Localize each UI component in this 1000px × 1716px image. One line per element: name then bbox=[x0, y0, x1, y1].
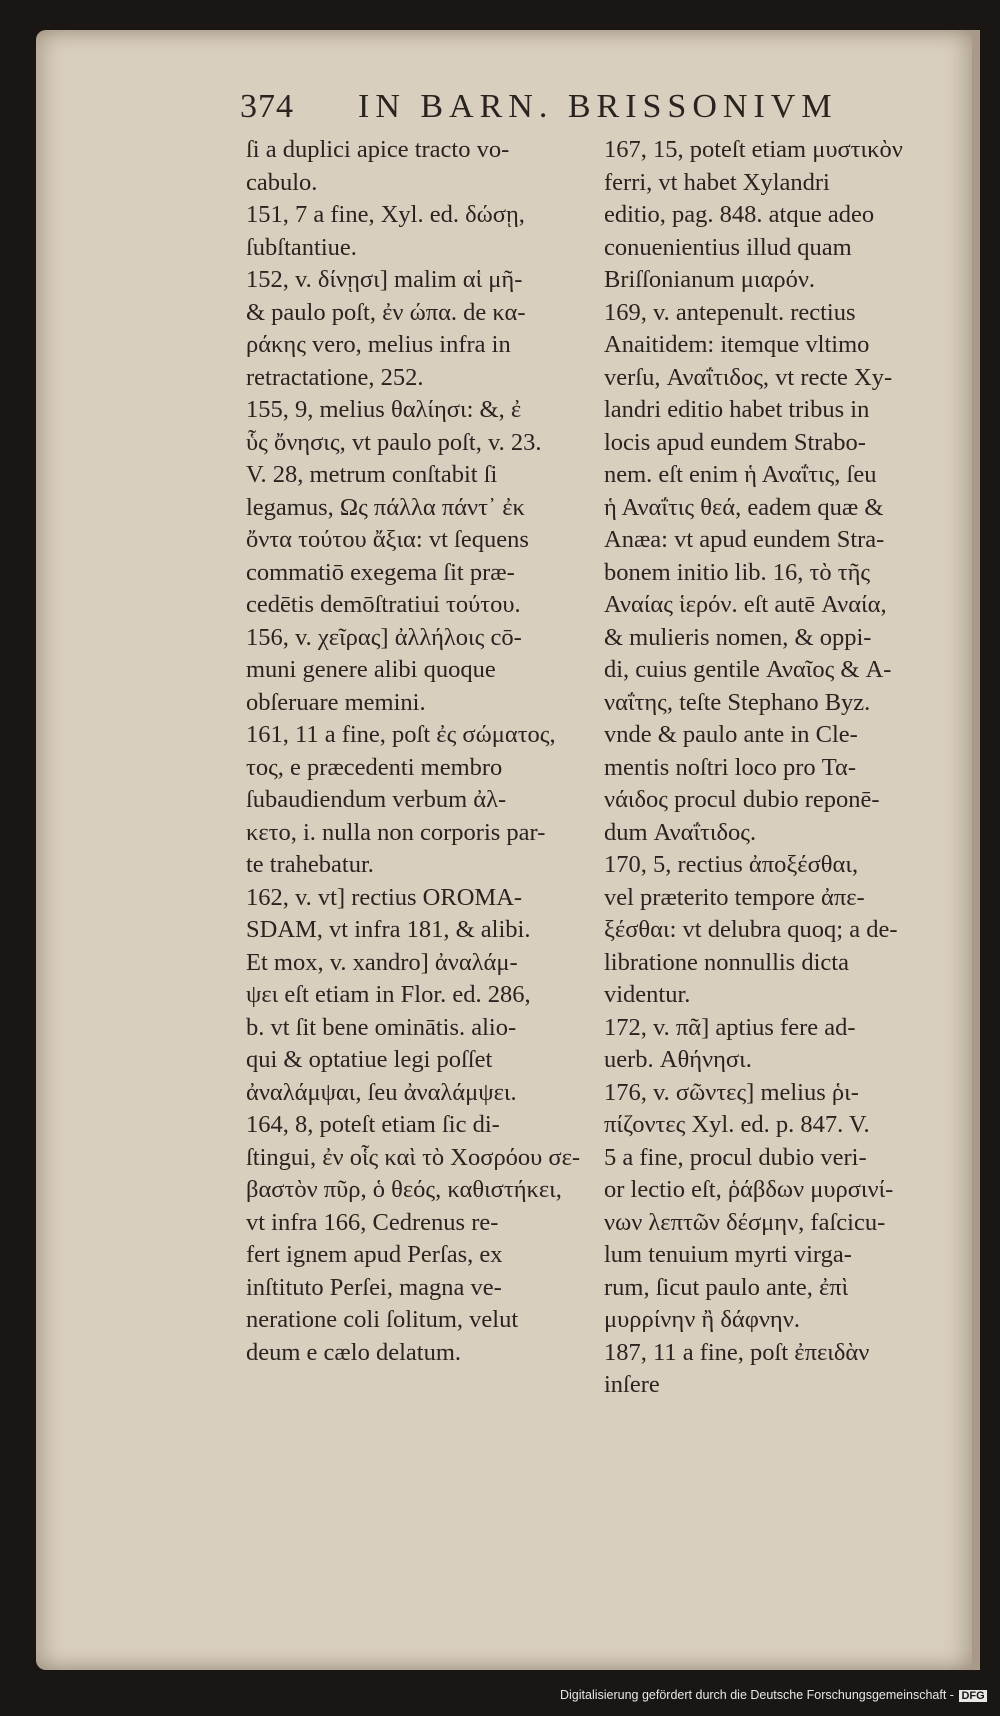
text-line: commatiō exegema ſit præ- bbox=[246, 558, 515, 586]
text-line: 156, v. χεῖρας] ἀλλήλοις cō- bbox=[246, 623, 522, 651]
text-line: obſeruare memini. bbox=[246, 688, 426, 716]
text-line: ξέσθαι: vt delubra quoq; a de- bbox=[604, 916, 898, 943]
text-line: nem. eſt enim ἡ Αναΐτις, ſeu bbox=[604, 461, 877, 488]
text-line: libratione nonnullis dicta bbox=[604, 948, 849, 976]
text-line: locis apud eundem Strabo- bbox=[604, 428, 866, 456]
text-line: 170, 5, rectius ἀποξέσθαι, bbox=[604, 851, 859, 878]
text-line: 172, v. πᾶ] aptius fere ad- bbox=[604, 1013, 856, 1041]
left-column bbox=[246, 134, 582, 1369]
text-line: ὄντα τούτου ἄξια: vt ſequens bbox=[246, 526, 529, 553]
text-line: dum Αναΐτιδος. bbox=[604, 818, 757, 846]
text-line: & mulieris nomen, & oppi- bbox=[604, 623, 872, 651]
text-line: cedētis demōſtratiui τούτου. bbox=[246, 591, 521, 618]
text-line: ἀναλάμψαι, ſeu ἀναλάμψει. bbox=[246, 1078, 517, 1106]
right-column bbox=[604, 134, 934, 1402]
text-line: editio, pag. 848. atque adeo bbox=[604, 201, 875, 228]
text-line: inſere bbox=[604, 1371, 660, 1398]
text-line: ἡ Αναΐτις θεά, eadem quæ & bbox=[604, 493, 884, 521]
text-line: 5 a fine, procul dubio veri- bbox=[604, 1143, 867, 1171]
text-line: inſtituto Perſei, magna ve- bbox=[246, 1273, 502, 1301]
text-line: νάιδος procul dubio reponē- bbox=[604, 786, 880, 813]
text-line: vt infra 166, Cedrenus re- bbox=[246, 1208, 499, 1236]
text-line: rum, ſicut paulo ante, ἐπὶ bbox=[604, 1273, 849, 1301]
text-line: or lectio eſt, ῥάβδων μυρσινί- bbox=[604, 1176, 894, 1203]
text-line: vnde & paulo ante in Cle- bbox=[604, 721, 858, 748]
text-line: ſi a duplici apice tracto vo- bbox=[246, 136, 510, 163]
text-line: Et mox, v. xandro] ἀναλάμ- bbox=[246, 948, 518, 976]
text-line: Briſſonianum μιαρόν. bbox=[604, 266, 816, 293]
text-line: ferri, vt habet Xylandri bbox=[604, 168, 830, 196]
text-line: 167, 15, poteſt etiam μυστικὸν bbox=[604, 136, 903, 163]
text-line: κετο, i. nulla non corporis par- bbox=[246, 818, 546, 846]
text-line: vel præterito tempore ἀπε- bbox=[604, 883, 865, 911]
text-line: te trahebatur. bbox=[246, 851, 374, 878]
text-line: V. 28, metrum conſtabit ſi bbox=[246, 461, 498, 488]
text-line: μυρρίνην ἢ δάφνην. bbox=[604, 1306, 800, 1333]
digitization-credit bbox=[560, 1688, 990, 1708]
text-line: muni genere alibi quoque bbox=[246, 656, 496, 683]
text-line: qui & optatiue legi poſſet bbox=[246, 1046, 493, 1073]
text-line: 176, v. σῶντες] melius ῥι- bbox=[604, 1078, 859, 1106]
text-line: ὗς ὄνησις, vt paulo poſt, v. 23. bbox=[246, 428, 542, 456]
text-line: deum e cælo delatum. bbox=[246, 1338, 461, 1366]
text-line: ſubſtantiue. bbox=[246, 233, 357, 261]
text-line: verſu, Αναΐτιδος, vt recte Xy- bbox=[604, 363, 893, 391]
dfg-logo: DFG bbox=[961, 1690, 985, 1702]
text-line: b. vt ſit bene ominātis. alio- bbox=[246, 1013, 517, 1041]
text-line: 155, 9, melius θαλίησι: &, ἐ bbox=[246, 396, 522, 423]
text-line: fert ignem apud Perſas, ex bbox=[246, 1241, 503, 1268]
text-line: 164, 8, poteſt etiam ſic di- bbox=[246, 1111, 500, 1138]
page-number: 374 bbox=[240, 88, 294, 125]
text-line: 162, v. vt] rectius OROMA- bbox=[246, 883, 523, 911]
text-line: & paulo poſt, ἐν ώπα. de κα- bbox=[246, 298, 526, 326]
text-line: di, cuius gentile Αναῖος & A- bbox=[604, 656, 892, 683]
text-line: ναΐτης, teſte Stephano Byz. bbox=[604, 688, 871, 716]
text-line: neratione coli ſolitum, velut bbox=[246, 1306, 519, 1333]
text-line: 187, 11 a fine, poſt ἐπειδὰν bbox=[604, 1338, 870, 1366]
text-line: πίζοντες Xyl. ed. p. 847. V. bbox=[604, 1111, 870, 1138]
text-line: conuenientius illud quam bbox=[604, 233, 852, 261]
text-line: ψει eſt etiam in Flor. ed. 286, bbox=[246, 981, 531, 1008]
text-line: Anæa: vt apud eundem Stra- bbox=[604, 526, 885, 553]
text-line: 152, v. δίνῃσι] malim αἱ μῆ- bbox=[246, 266, 523, 293]
credit-text: Digitalisierung gefördert durch die Deutsche Forschungsgemeinschaft - bbox=[560, 1688, 954, 1702]
text-line: landri editio habet tribus in bbox=[604, 396, 870, 423]
text-line: uerb. Αθήνησι. bbox=[604, 1046, 752, 1073]
text-line: ſtingui, ἐν οἷς καὶ τὸ Χοσρόου σε- bbox=[246, 1143, 581, 1171]
text-line: Anaitidem: itemque vltimo bbox=[604, 331, 870, 358]
text-line: ſubaudiendum verbum ἀλ- bbox=[246, 786, 507, 813]
text-line: 161, 11 a fine, poſt ἐς σώματος, bbox=[246, 721, 556, 748]
text-line: legamus, Ως πάλλα πάντ᾽ ἐκ bbox=[246, 493, 525, 521]
text-line: cabulo. bbox=[246, 168, 318, 196]
text-line: videntur. bbox=[604, 981, 691, 1008]
text-line: ράκης vero, melius infra in bbox=[246, 331, 511, 358]
text-line: 169, v. antepenult. rectius bbox=[604, 298, 856, 326]
running-title: IN BARN. BRISSONIVM bbox=[358, 88, 838, 125]
text-line: lum tenuium myrti virga- bbox=[604, 1241, 852, 1268]
text-line: mentis noſtri loco pro Τα- bbox=[604, 753, 857, 781]
text-line: Αναίας ἱερόν. eſt autē Αναία, bbox=[604, 591, 887, 618]
text-line: bonem initio lib. 16, τὸ τῆς bbox=[604, 558, 871, 586]
text-line: τος, e præcedenti membro bbox=[246, 753, 503, 781]
text-line: 151, 7 a fine, Xyl. ed. δώσῃ, bbox=[246, 201, 525, 228]
text-line: SDAM, vt infra 181, & alibi. bbox=[246, 916, 531, 943]
text-line: βαστὸν πῦρ, ὁ θεός, καθιστήκει, bbox=[246, 1176, 562, 1203]
text-line: νων λεπτῶν δέσμην, faſcicu- bbox=[604, 1208, 886, 1236]
text-line: retractatione, 252. bbox=[246, 363, 424, 391]
page-edge bbox=[972, 30, 980, 1670]
